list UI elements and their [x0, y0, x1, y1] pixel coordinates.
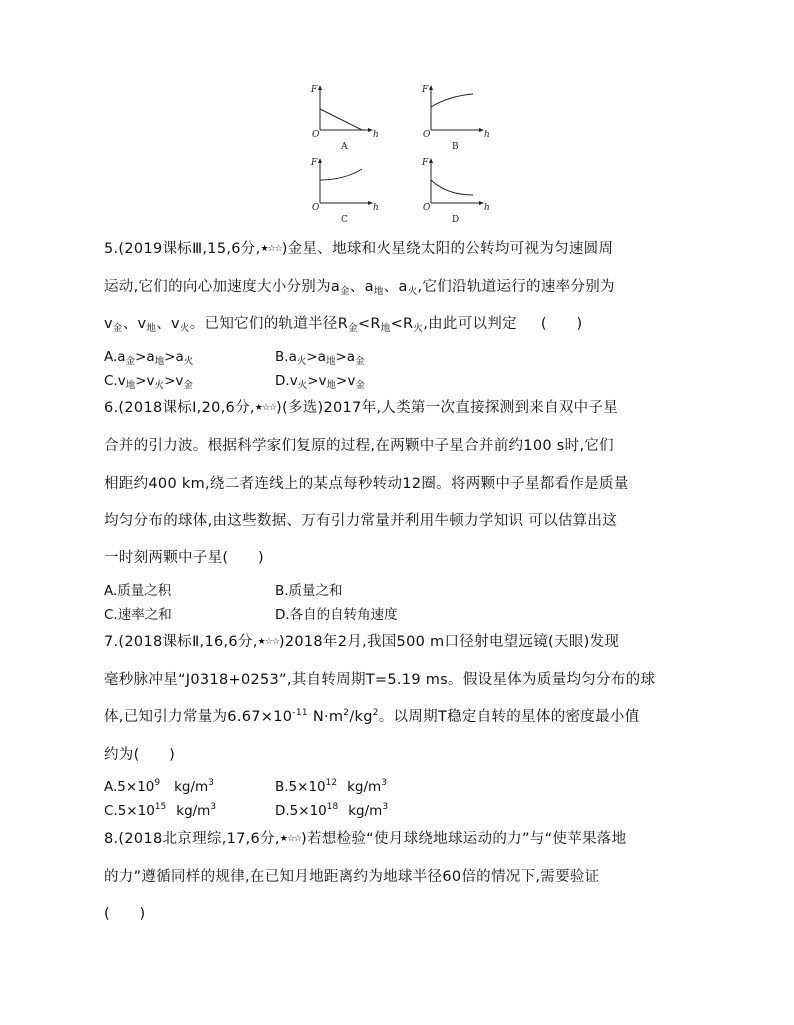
q7-option-c: $C.5\times 10^{15}$ $kg/m^3$ [104, 802, 217, 819]
graph-b-caption: B [452, 142, 459, 152]
q6-line-3: 相距约400 km,绕二者连线上的某点每秒转动12圈。将两颗中子星都看作是质量 [104, 476, 629, 492]
q7-line-3: 体,已知引力常量为$6.67\times 10^{-11}$ $N\cdot m^2/kg^2$。以周期T稳定自转的星体的密度最小值 [104, 708, 640, 725]
q6-line-1 [104, 398, 618, 420]
q6-source: 6.(2018课标Ⅰ,20,6分, [104, 400, 255, 416]
graph-b [421, 85, 511, 155]
q8-line-2: 的力”遵循同样的规律,在已知月地距离约为地球半径60倍的情况下,需要验证 [104, 869, 600, 885]
graph-c-caption: C [341, 215, 348, 225]
q8-stem-1: )若想检验“使月球绕地球运动的力”与“使苹果落地 [301, 831, 627, 847]
graph-d-origin: O [423, 203, 431, 213]
q6-line-2: 合并的引力波。根据科学家们复原的过程,在两颗中子星合并前约100 s时,它们 [104, 438, 614, 454]
graph-b-plot [421, 85, 511, 155]
q7-option-d: $D.5\times 10^{18}$ $kg/m^3$ [275, 802, 389, 819]
q5-stem-2a: 运动,它们的向心加速度大小分别为a [104, 279, 341, 295]
q6-difficulty-stars: ★☆☆ [254, 403, 276, 413]
q7-line-2: 毫秒脉冲星“J0318+0253”,其自转周期T=5.19 ms。假设星体为质量均匀分布的球 [104, 672, 656, 688]
q8-line-1 [104, 829, 626, 851]
graph-b-y-label: F [422, 85, 429, 95]
q5-line-2: 运动,它们的向心加速度大小分别为$a_金$、$a_地$、$a_火$,它们沿轨道运行的速率分别为 [104, 279, 615, 297]
q6-option-d: D.各自的自转角速度 [275, 607, 398, 623]
q5-stem-3b: ,由此可以判定 [423, 316, 517, 332]
q6-stem-1: )(多选)2017年,人类第一次直接探测到来自双中子星 [276, 400, 619, 416]
q7-line-4: 约为( ) [104, 747, 176, 763]
q5-option-a: $A.a_金>a_地>a_火$ [104, 349, 194, 367]
q8-source: 8.(2018北京理综,17,6分, [104, 831, 280, 847]
q5-option-b: $B.a_火>a_地>a_金$ [275, 349, 365, 367]
q8-answer-bracket: ( ) [104, 906, 146, 922]
graph-d-y-label: F [422, 158, 429, 168]
graph-b-x-label: h [484, 130, 490, 140]
graph-a-plot [310, 85, 400, 155]
graph-c-y-label: F [311, 158, 318, 168]
q5-line-1 [104, 239, 613, 261]
graph-a-origin: O [312, 130, 320, 140]
graph-c [310, 158, 400, 228]
graph-a [310, 85, 400, 155]
graph-c-x-label: h [373, 203, 379, 213]
q5-line-3: $v_金$、$v_地$、$v_火$。已知它们的轨道半径$R_金<R_地<R_火$,由此可以判定 ( ) [104, 316, 583, 334]
q6-option-c: C.速率之和 [104, 607, 172, 623]
q5-source: 5.(2019课标Ⅲ,15,6分, [104, 241, 261, 257]
q6-line-4: 均匀分布的球体,由这些数据、万有引力常量并利用牛顿力学知识 可以估算出这 [104, 513, 618, 529]
q6-option-b: B.质量之和 [275, 583, 343, 599]
q5-stem-1: )金星、地球和火星绕太阳的公转均可视为匀速圆周 [281, 241, 614, 257]
q7-option-a: $A.5\times 10^9$ $kg/m^3$ [104, 778, 214, 795]
graph-b-origin: O [423, 130, 431, 140]
q6-option-a: A.质量之积 [104, 583, 172, 599]
graph-a-caption: A [341, 142, 348, 152]
q5-answer-bracket: ( ) [540, 316, 583, 332]
q7-stem-1: )2018年2月,我国500 m口径射电望远镜(天眼)发现 [278, 634, 620, 650]
graph-c-plot [310, 158, 400, 228]
graph-a-y-label: F [311, 85, 318, 95]
graph-a-x-label: h [373, 130, 379, 140]
q5-stem-2b: ,它们沿轨道运行的速率分别为 [417, 279, 615, 295]
q5-stem-3a: 。已知它们的轨道半径 [189, 316, 338, 332]
graph-d-plot [421, 158, 511, 228]
q7-difficulty-stars: ★☆☆ [257, 637, 279, 647]
q7-source: 7.(2018课标Ⅱ,16,6分, [104, 634, 258, 650]
q7-option-b: $B.5\times 10^{12}$ $kg/m^3$ [275, 778, 387, 795]
q5-option-c: $C.v_地>v_火>v_金$ [104, 373, 193, 391]
q6-line-5: 一时刻两颗中子星( ) [104, 550, 264, 566]
graph-d [421, 158, 511, 228]
q8-difficulty-stars: ★☆☆ [279, 834, 302, 844]
graph-c-origin: O [312, 203, 320, 213]
q7-line-1 [104, 632, 619, 654]
q5-difficulty-stars: ★☆☆ [260, 244, 282, 254]
graph-d-caption: D [452, 215, 460, 225]
graph-d-x-label: h [484, 203, 490, 213]
q5-option-d: $D.v_火>v_地>v_金$ [275, 373, 365, 391]
